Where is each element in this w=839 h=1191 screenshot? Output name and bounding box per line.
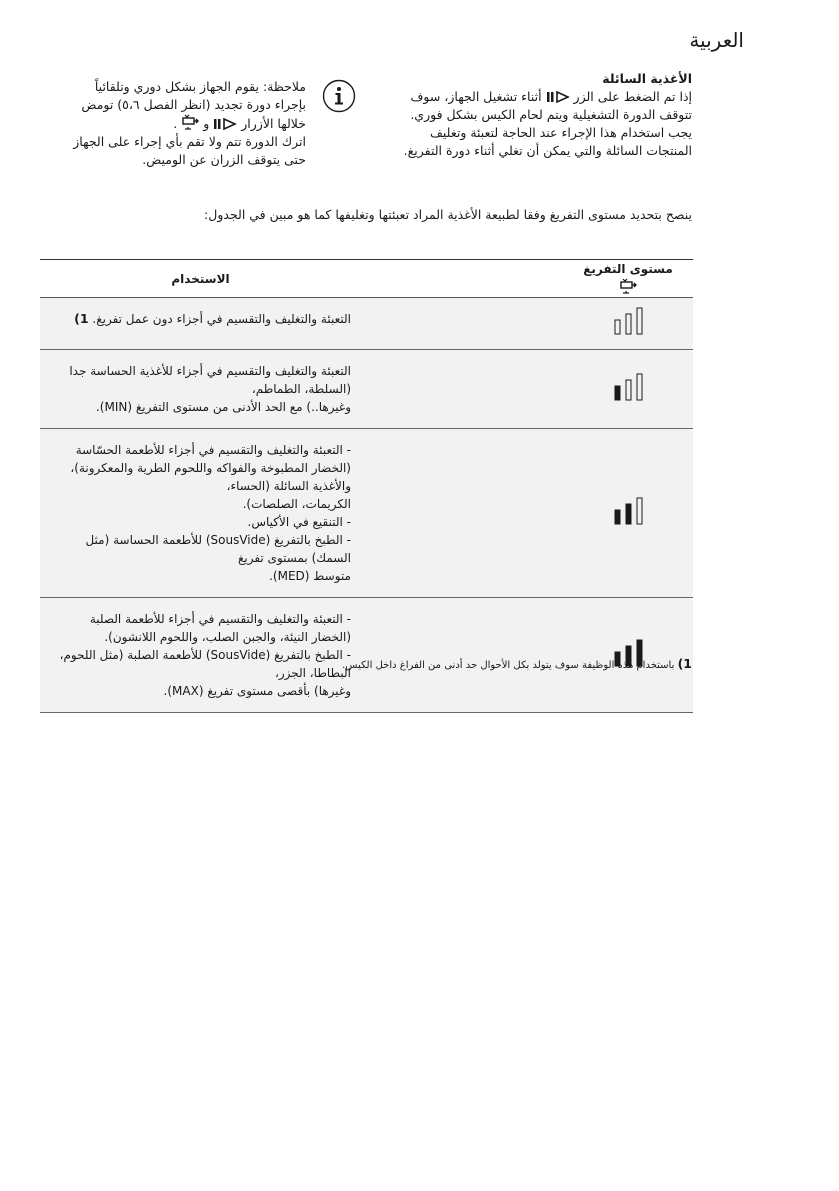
vacuum-level-cell [563, 298, 693, 350]
liquid-line-1 [372, 88, 692, 106]
liquid-line-1-end: أثناء تشغيل الجهاز، سوف [410, 89, 542, 104]
note-line-3-start: خلالها الأزرار [241, 116, 306, 131]
footnote-text: باستخدام هذه الوظيفة سوف يتولد بكل الأحوال حد أدنى من الفراغ داخل الكيس. [342, 660, 675, 671]
info-icon [322, 79, 356, 113]
vacuum-level-bars-icon [611, 306, 645, 336]
usage-line: - التعبئة والتغليف والتقسيم في أجزاء للأطعمة الحسّاسة [75, 443, 351, 457]
vacuum-bag-icon [619, 278, 637, 294]
level-bar-empty [637, 374, 642, 400]
section-title: الأغذية السائلة [602, 71, 692, 86]
table-row [40, 429, 693, 598]
table-row [40, 598, 693, 713]
usage-line [48, 310, 351, 328]
usage-line: - الطبخ بالتفريغ (SousVide) للأطعمة الحساسة (مثل السمك) بمستوى تفريغ [85, 533, 351, 565]
liquid-line-1-start: إذا تم الضغط على الزر [573, 89, 692, 104]
vacuum-level-cell [563, 429, 693, 598]
header-vacuum-level [563, 260, 693, 298]
usage-cell [40, 298, 563, 350]
seal-stop-icon [213, 118, 237, 130]
footnote-number: 1) [677, 656, 692, 671]
level-bar-filled [626, 504, 631, 524]
level-bar-filled [615, 510, 620, 524]
table-header-row [40, 260, 693, 298]
usage-line: - التنقيع في الأكياس. [247, 515, 351, 529]
vacuum-bag-icon [181, 114, 199, 130]
liquid-line-4: المنتجات السائلة والتي يمكن أن تغلي أثناء دورة التفريغ. [403, 143, 692, 158]
header-usage: الاستخدام [40, 260, 563, 298]
header-level-label: مستوى التفريغ [583, 262, 673, 276]
seal-stop-icon [546, 91, 570, 103]
footnote [72, 657, 692, 673]
language-label: العربية [689, 28, 744, 52]
usage-line: (الخضار النيئة، والجبن الصلب، واللحوم اللانشون). [104, 630, 351, 644]
note-line-5: حتى يتوقف الزران عن الوميض. [142, 152, 306, 167]
intro-text: ينصح بتحديد مستوى التفريغ وفقا لطبيعة الأغذية المراد تعبئتها وتغليفها كما هو مبين في الجدول: [204, 207, 692, 222]
note-line-3-and: و [203, 116, 210, 131]
level-bar-empty [637, 308, 642, 334]
footnote-ref: 1) [74, 311, 89, 326]
table-row [40, 350, 693, 429]
usage-line: وغيرها..) مع الحد الأدنى من مستوى التفريغ (MIN). [95, 400, 351, 414]
liquid-line-2: تتوقف الدورة التشغيلية ويتم لحام الكيس بشكل فوري. [410, 107, 692, 122]
note-section [56, 78, 306, 169]
note-line-3-end: . [173, 116, 178, 131]
usage-line: التعبئة والتغليف والتقسيم في أجزاء للأغذية الحساسة جدا (السلطة، الطماطم، [69, 364, 351, 396]
liquid-line-3: يجب استخدام هذا الإجراء عند الحاجة لتعبئة وتغليف [429, 125, 692, 140]
level-bar-empty [637, 498, 642, 524]
usage-line: وغيرها) بأقصى مستوى تفريغ (MAX). [163, 684, 351, 698]
usage-line: - الطبخ بالتفريغ (SousVide) للأطعمة الصلبة (مثل اللحوم، البطاطا، الجزر، [59, 648, 351, 680]
table-row [40, 298, 693, 350]
usage-line: (الخضار المطبوخة والفواكه واللحوم الطرية والمعكرونة)، والأغذية السائلة (الحساء، [70, 461, 351, 493]
vacuum-level-table [40, 259, 693, 713]
level-bar-empty [626, 380, 631, 400]
vacuum-level-bars-icon [611, 372, 645, 402]
usage-cell [40, 598, 563, 713]
vacuum-level-cell [563, 598, 693, 713]
usage-cell [40, 350, 563, 429]
vacuum-level-bars-icon [611, 496, 645, 526]
usage-line: الكريمات، الصلصات). [242, 497, 351, 511]
level-bar-empty [615, 320, 620, 334]
note-line-3 [56, 114, 306, 133]
usage-line: - التعبئة والتغليف والتقسيم في أجزاء للأطعمة الصلبة [89, 612, 351, 626]
liquid-foods-section [372, 70, 692, 160]
usage-line-text: التعبئة والتغليف والتقسيم في أجزاء دون عمل تفريغ. [92, 312, 351, 326]
note-line-1: ملاحظة: يقوم الجهاز بشكل دوري وتلقائياً [94, 79, 306, 94]
note-line-2: بإجراء دورة تجديد (انظر الفصل ٥،٦) تومض [81, 97, 306, 112]
vacuum-level-cell [563, 350, 693, 429]
level-bar-empty [626, 314, 631, 334]
note-line-4: اترك الدورة تتم ولا تقم بأي إجراء على الجهاز [73, 134, 306, 149]
level-bar-filled [615, 386, 620, 400]
usage-cell [40, 429, 563, 598]
usage-line: متوسط (MED). [269, 569, 351, 583]
